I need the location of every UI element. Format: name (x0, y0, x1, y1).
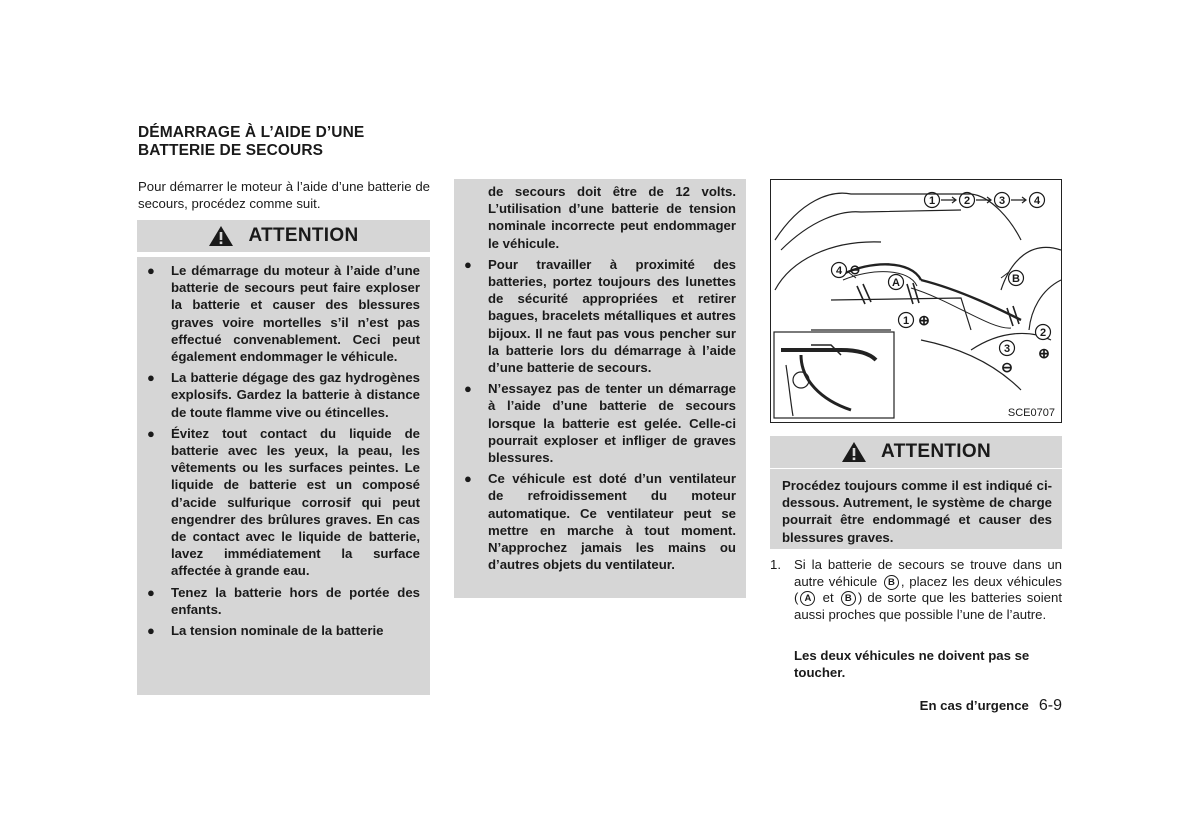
warning2-header (770, 436, 1062, 468)
label-b-icon: B (841, 591, 856, 606)
step-text: Si la batterie de secours se trouve dans un autre véhicule B , placez les deux véhicules ( A et B ) de sorte que les batteries soient aussi proches que possible l’une de l’autre. (794, 557, 1063, 622)
svg-text:⊖: ⊖ (1001, 359, 1013, 375)
svg-text:⊕: ⊕ (918, 312, 930, 328)
callout-1: 1 (902, 315, 910, 327)
seq-label: 1 (928, 195, 936, 207)
svg-text:⊕: ⊕ (1038, 345, 1050, 361)
warning-triangle-icon (208, 225, 234, 247)
step-1-note: Les deux véhicules ne doivent pas se toucher. (794, 648, 1030, 680)
step-1 (770, 557, 1062, 623)
svg-text:⊖: ⊖ (849, 262, 861, 277)
warning-body-col2 (454, 179, 746, 598)
warning-header (137, 220, 430, 252)
warning-triangle-icon (841, 441, 867, 463)
warning2-label: ATTENTION (880, 441, 991, 462)
section-title: DÉMARRAGE À L’AIDE D’UNE BATTERIE DE SECOURS (138, 124, 365, 159)
seq-label: 3 (998, 195, 1006, 207)
warning-label: ATTENTION (248, 225, 359, 246)
warning-item: ● Pour travailler à proximité des batteries, portez toujours des lunettes de sécurité appropriées et retirer bagues, bracelets métalliques et autres bijoux. Il ne faut pas vous pencher sur la batterie lors du démarrage à l’aide d’une batterie de secours. (464, 256, 736, 376)
warning-item: ● Ce véhicule est doté d’un ventilateur de refroidissement du moteur automatique. Ce ventilateur peut se mettre en marche à tout moment. N’approchez jamais les mains ou d’autres objets du ventilateur. (464, 471, 736, 573)
footer-section: En cas d’urgence (919, 698, 1029, 713)
warning-item: ● Tenez la batterie hors de portée des enfants. (147, 584, 420, 617)
jump-start-illustration (770, 179, 1062, 423)
warning-item: ● Évitez tout contact du liquide de batterie avec les yeux, la peau, les vêtements ou les surfaces peintes. Le liquide de batterie est un composé d’acide sulfurique corrosif qui peut engendrer des brûlures graves. En cas de contact avec le liquide de batterie, lavez immédiatement la surface affectée à grande eau. (147, 425, 420, 579)
jump-start-diagram (771, 180, 1061, 422)
warning2-body: Procédez toujours comme il est indiqué ci-dessous. Autrement, le système de charge pourrait être endommagé et causer des blessures graves. (770, 469, 1062, 549)
warning-item: ● Le démarrage du moteur à l’aide d’une batterie de secours peut faire exploser la batterie et causer des blessures graves voire mortelles s’il n’est pas effectué convenablement. Ceci peut également endommager le véhicule. (147, 263, 420, 365)
warning-item: ● La batterie dégage des gaz hydrogènes explosifs. Gardez la batterie à distance de toute flamme vive ou étincelles. (147, 370, 420, 420)
figure-code: SCE0707 (1007, 407, 1055, 419)
callout-3: 3 (1003, 343, 1011, 355)
callout-vehicle-b: B (1012, 273, 1020, 285)
callout-2: 2 (1039, 327, 1047, 339)
step-number: 1. (770, 557, 781, 572)
page-footer (880, 697, 1062, 715)
warning-continuation: de secours doit être de 12 volts. L’utilisation d’une batterie de tension nominale incorrecte peut endommager le véhicule. (488, 184, 736, 251)
page-number: 6-9 (1038, 697, 1062, 714)
warning-item: ● La tension nominale de la batterie (147, 623, 384, 639)
seq-label: 2 (963, 195, 971, 207)
warning-body-col1 (137, 257, 430, 695)
seq-label: 4 (1033, 195, 1041, 207)
label-b-icon: B (884, 575, 899, 590)
label-a-icon: A (800, 591, 815, 606)
warning-item: ● N’essayez pas de tenter un démarrage à l’aide d’une batterie de secours lorsque la batterie est gelée. Celle-ci pourrait exploser et infliger de graves blessures. (464, 381, 736, 466)
callout-vehicle-a: A (892, 277, 900, 289)
intro-paragraph: Pour démarrer le moteur à l’aide d’une batterie de secours, procédez comme suit. (138, 179, 430, 211)
callout-4: 4 (835, 265, 843, 277)
